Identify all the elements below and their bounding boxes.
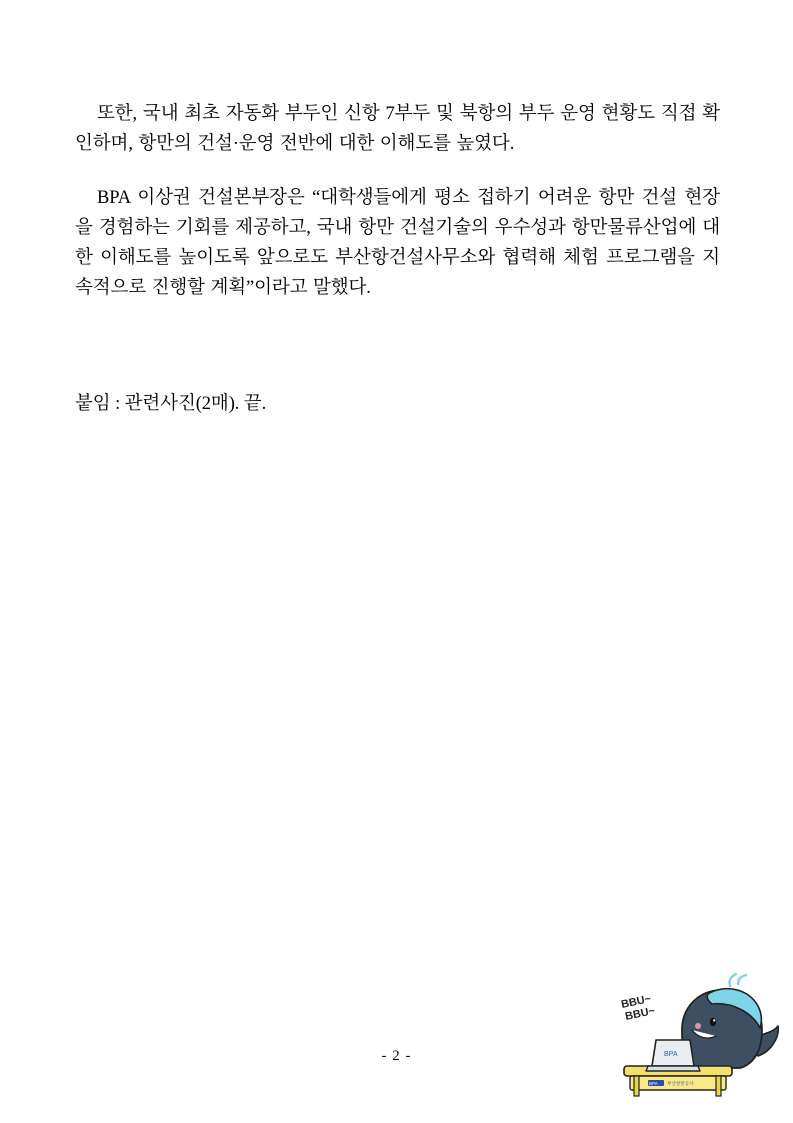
laptop-base-icon: [646, 1066, 700, 1071]
paragraph-1: 또한, 국내 최초 자동화 부두인 신항 7부두 및 북항의 부두 운영 현황도 직접 확인하며, 항만의 건설·운영 전반에 대한 이해도를 높였다.: [75, 104, 720, 154]
attachment-line: 붙임 : 관련사진(2매). 끝.: [75, 393, 267, 414]
svg-text:BBU~: BBU~: [624, 1004, 657, 1023]
page-number: - 2 -: [381, 1048, 412, 1064]
desk-leg-right-icon: [716, 1076, 721, 1096]
whale-eye-icon: [710, 1018, 716, 1026]
desk-label: [648, 1080, 694, 1087]
document-body: [75, 100, 720, 419]
desk-leg-left-icon: [634, 1076, 639, 1096]
whale-spout-icon: [729, 974, 746, 986]
mascot-illustration: [612, 968, 787, 1098]
whale-eye-highlight-icon: [713, 1019, 715, 1021]
paragraph-2: BPA 이상권 건설본부장은 “대학생들에게 평소 접하기 어려운 항만 건설 현장을 경험하는 기회를 제공하고, 국내 항만 건설기술의 우수성과 항만물류산업에 대한 이해도를 높이도록 앞으로도 부산항건설사무소와 협력해 체험 프로그램을 지속적으로 진행할 계획”이라고 말했다.: [75, 187, 720, 298]
laptop-label: BPA: [664, 1051, 678, 1058]
speech-text-icon: [620, 993, 657, 1023]
svg-text:BBU~: BBU~: [620, 992, 653, 1011]
paragraph-spacer: [75, 328, 720, 390]
svg-text:BPA: BPA: [649, 1081, 658, 1086]
whale-cheek-icon: [695, 1023, 701, 1029]
svg-text:부산항만공사: 부산항만공사: [667, 1081, 694, 1086]
